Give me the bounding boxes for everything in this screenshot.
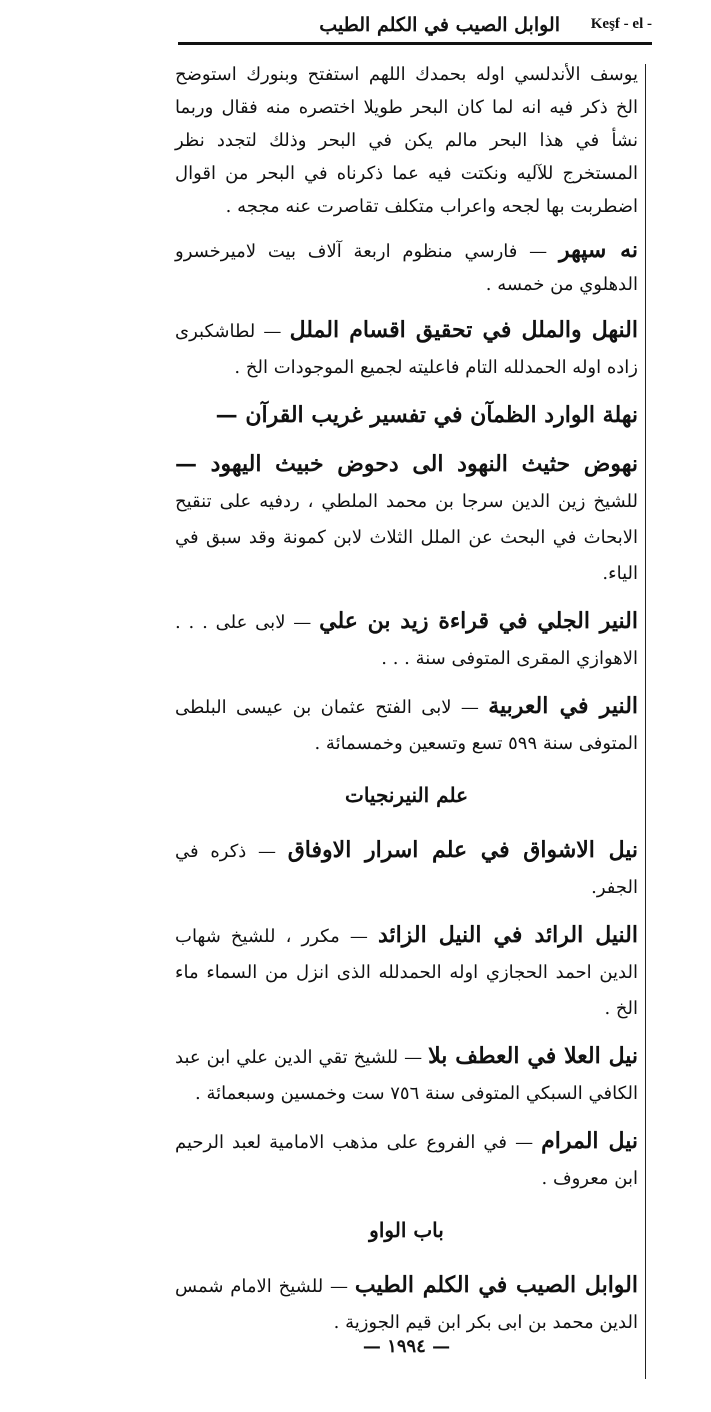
entry-text: — في الفروع على مذهب الامامية لعبد الرحيم ابن معروف .: [175, 1132, 638, 1189]
entry: [175, 446, 638, 592]
entry: [175, 58, 638, 223]
entry-text: للشيخ زين الدين سرجا بن محمد الملطي ، ردفيه على تنقيح الابحاث في البحث عن الملل الثلاث لابن كمونة وقد سبق في الياء.: [175, 491, 638, 584]
entry: [175, 312, 638, 386]
entry: [175, 1038, 638, 1112]
entry: [175, 397, 638, 435]
column-rule: [645, 64, 646, 1379]
entry-title: النيل الرائد في النيل الزائد: [377, 922, 638, 948]
entry: [175, 234, 638, 301]
entry-title: نيل العلا في العطف بلا: [428, 1043, 638, 1069]
section-heading: علم النيرنجيات: [344, 783, 469, 807]
entry: [175, 688, 638, 762]
entry-text: — لابى الفتح عثمان بن عيسى البلطى المتوفى سنة ٥٩٩ تسع وتسعين وخمسمائة .: [175, 697, 638, 754]
entry: [175, 1123, 638, 1197]
running-title: الوابل الصيب في الكلم الطيب: [319, 14, 560, 36]
page-body: [175, 58, 638, 1352]
entry: [175, 917, 638, 1027]
entry-title: الوابل الصيب في الكلم الطيب: [354, 1272, 638, 1298]
entry-text: — لطاشكبرى زاده اوله الحمدلله التام فاعليته لجميع الموجودات الخ .: [175, 321, 638, 378]
page-number: — ١٩٩٤ —: [362, 1336, 451, 1357]
header-rule: [178, 42, 652, 45]
running-header: [178, 14, 652, 40]
entry-text: — ذكره في الجفر.: [175, 841, 638, 898]
entry: [175, 1267, 638, 1341]
entry-title: نه سپهر: [558, 237, 638, 263]
running-latin: Keşf - el -: [590, 16, 652, 32]
entry-title: نهوض حثيث النهود الى دحوض خبيث اليهود —: [175, 451, 638, 477]
entry-text: — للشيخ الامام شمس الدين محمد بن ابى بكر ابن قيم الجوزية .: [175, 1276, 638, 1333]
entry: [175, 603, 638, 677]
entry-text: — مكرر ، للشيخ شهاب الدين احمد الحجازي اوله الحمدلله الذى انزل من السماء ماء الخ .: [175, 926, 638, 1019]
entry-text: — لابى على . . . الاهوازي المقرى المتوفى سنة . . .: [175, 612, 638, 669]
entry-text: يوسف الأندلسي اوله بحمدك اللهم استفتح وبنورك استوضح الخ ذكر فيه انه لما كان البحر طويلا اختصره منه فقال وربما نشأ في هذا البحر مالم يكن في البحر وذلك لتجدد نظر المستخرج للآليه ونكتت فيه عما ذكرناه في البحر من اقوال اضطربت بها لجحه واعراب متكلف تقاصرت عنه مججه .: [175, 64, 638, 217]
entry-text: — للشيخ تقي الدين علي ابن عبد الكافي السبكي المتوفى سنة ٧٥٦ ست وخمسين وسبعمائة .: [175, 1047, 638, 1104]
entry-title: نهلة الوارد الظمآن في تفسير غريب القرآن —: [215, 402, 638, 428]
entry-title: نيل المرام: [541, 1128, 638, 1154]
entry: [175, 832, 638, 906]
entry-title: النير في العربية: [488, 693, 639, 719]
entry-title: النير الجلي في قراءة زيد بن علي: [319, 608, 638, 634]
entry-title: النهل والملل في تحقيق اقسام الملل: [289, 317, 638, 343]
entry-title: نيل الاشواق في علم اسرار الاوفاق: [287, 837, 638, 863]
entry-text: — فارسي منظوم اربعة آلاف بيت لاميرخسرو الدهلوي من خمسه .: [175, 241, 638, 295]
section-heading: باب الواو: [369, 1218, 444, 1242]
